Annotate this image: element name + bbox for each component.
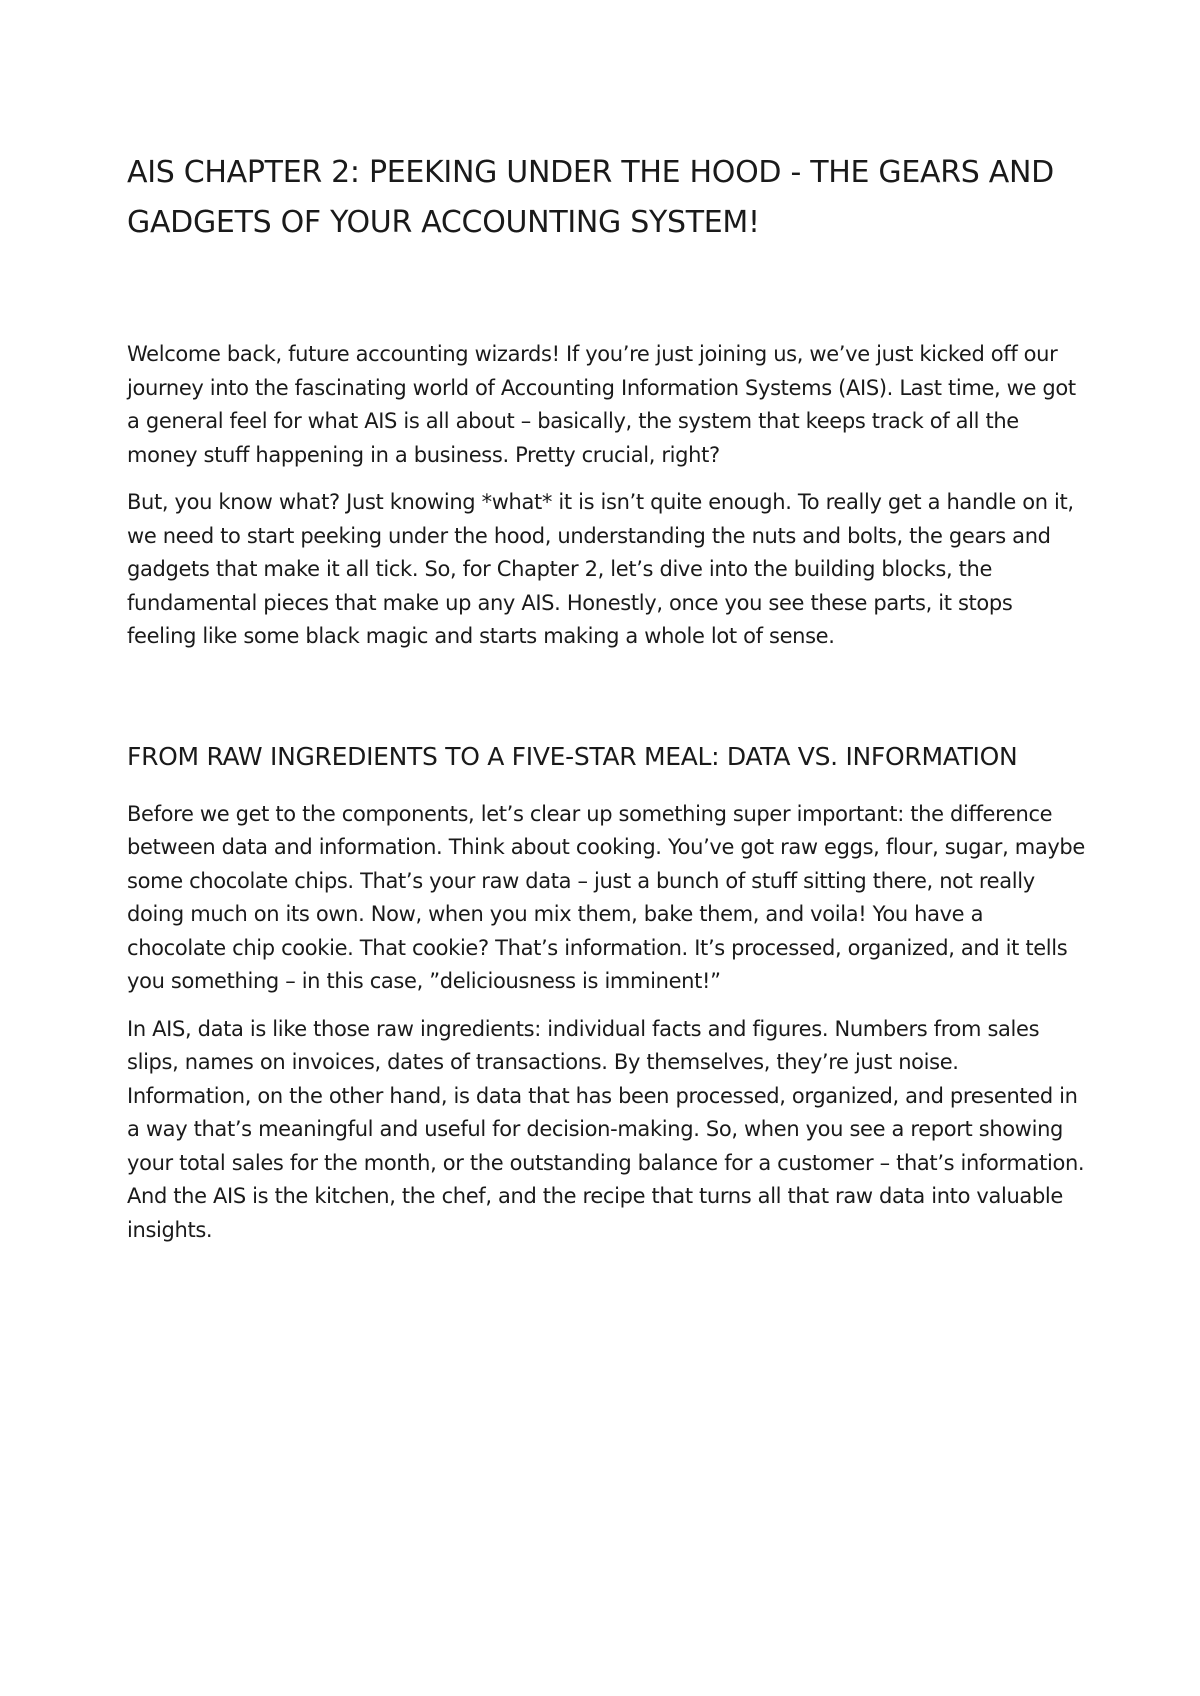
document-title: AIS CHAPTER 2: PEEKING UNDER THE HOOD - THE GEARS AND GADGETS OF YOUR ACCOUNTING SYSTEM! bbox=[127, 155, 1054, 240]
intro-paragraph-1: Welcome back, future accounting wizards! If you’re just joining us, we’ve just kicked off our journey into the fascinating world of Accounting Information Systems (AIS). Last time, we got a general feel for what AIS is all about – basically, the system that keeps track of all the money stuff happening in a business. Pretty crucial, right? bbox=[127, 342, 1076, 467]
document-body bbox=[127, 148, 1087, 1247]
section-paragraph-1: Before we get to the components, let’s clear up something super important: the difference between data and information. Think about cooking. You’ve got raw eggs, flour, sugar, maybe some chocolate chips. That’s your raw data – just a bunch of stuff sitting there, not really doing much on its own. Now, when you mix them, bake them, and voila! You have a chocolate chip cookie. That cookie? That’s information. It’s processed, organized, and it tells you something – in this case, ”deliciousness is imminent!” bbox=[127, 801, 1085, 993]
section-paragraph-2: In AIS, data is like those raw ingredients: individual facts and figures. Numbers from sales slips, names on invoices, dates of transactions. By themselves, they’re just noise. Information, on the other hand, is data that has been processed, organized, and presented in a way that’s meaningful and useful for decision-making. So, when you see a report showing your total sales for the month, or the outstanding balance for a customer – that’s information. And the AIS is the kitchen, the chef, and the recipe that turns all that raw data into valuable insights. bbox=[127, 1016, 1085, 1242]
section-heading: FROM RAW INGREDIENTS TO A FIVE-STAR MEAL: DATA VS. INFORMATION bbox=[127, 741, 1018, 771]
intro-paragraph-2: But, you know what? Just knowing *what* it is isn’t quite enough. To really get a handle on it, we need to start peeking under the hood, understanding the nuts and bolts, the gears and gadgets that make it all tick. So, for Chapter 2, let’s dive into the building blocks, the fundamental pieces that make up any AIS. Honestly, once you see these parts, it stops feeling like some black magic and starts making a whole lot of sense. bbox=[127, 490, 1074, 648]
